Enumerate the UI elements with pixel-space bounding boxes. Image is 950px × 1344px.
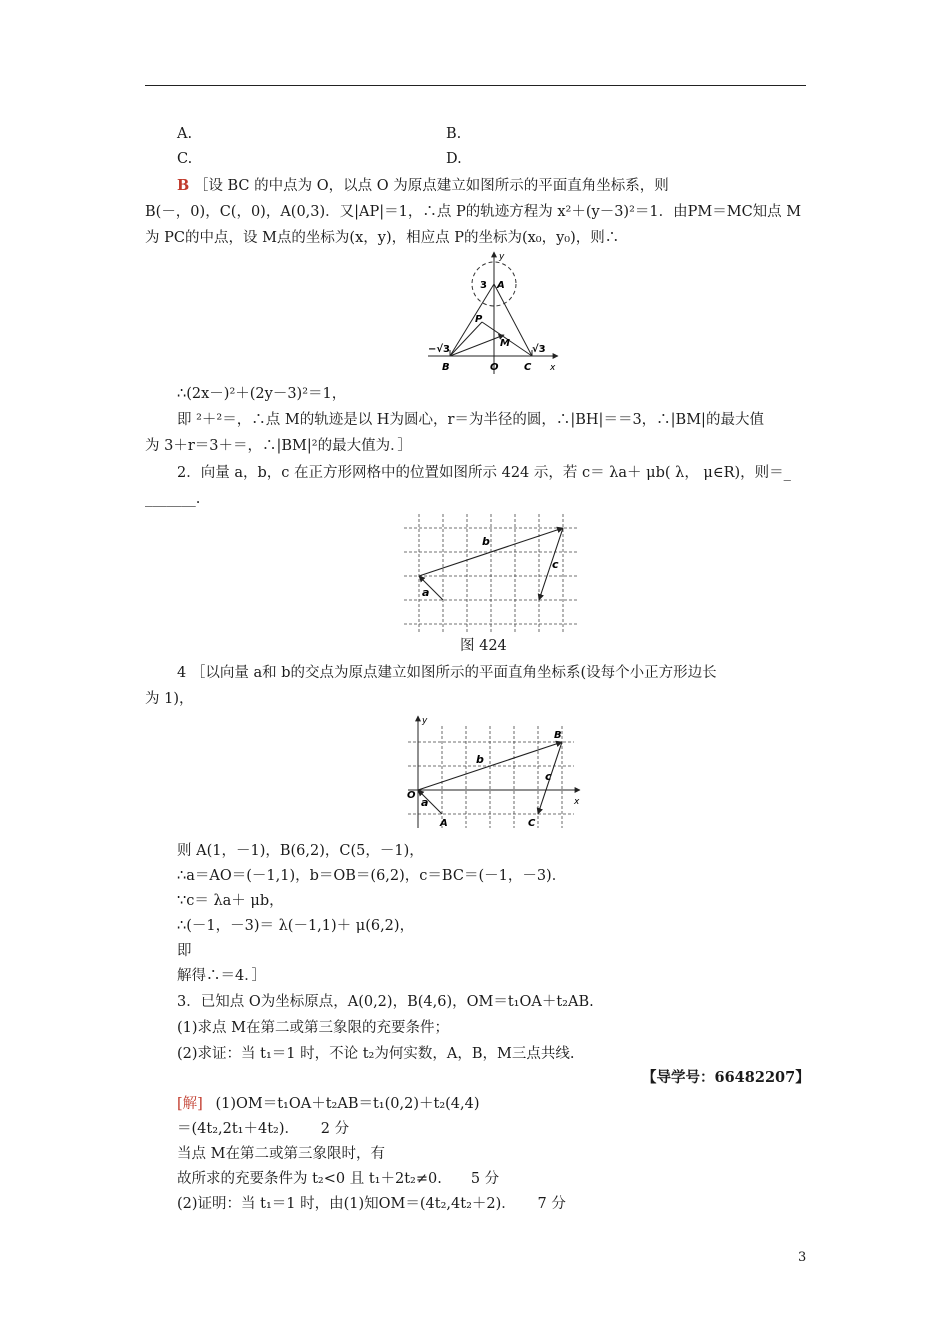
figure-caption: 图 424 [460, 638, 507, 654]
label-y: y [499, 252, 505, 262]
guide-number: 【导学号：66482207】 [642, 1069, 810, 1086]
label-P: P [475, 314, 483, 325]
answer-letter: B [177, 177, 190, 194]
q3-line-2: (1)求点 M在第二或第三象限的充要条件； [177, 1020, 449, 1036]
label-A: A [440, 818, 448, 829]
q3-answer-line-5: (2)证明：当 t₁＝1 时，由(1)知OM＝(4t₂,4t₂＋2)． 7 分 [177, 1196, 566, 1212]
label-B: B [442, 362, 450, 373]
label-c: c [552, 558, 559, 571]
label-O: O [490, 362, 499, 373]
q1-answer-line-2: B(－，0)，C(，0)，A(0,3)．又|AP|＝1，∴点 P的轨迹方程为 x²＋(y－3)²＝1．由PM＝MC知点 M [145, 204, 802, 220]
q1-answer-line-6: 为 3＋r＝3＋＝，∴|BM|²的最大值为．］ [145, 438, 412, 454]
page-number: 3 [798, 1250, 807, 1265]
label-a: a [422, 586, 430, 599]
label-y: y [422, 716, 428, 726]
option-b: B. [446, 126, 462, 142]
segment-bm [450, 335, 504, 356]
vector-c [539, 528, 563, 600]
option-a: A. [177, 126, 193, 142]
figure-triangle-circle [420, 248, 570, 378]
q1-answer-line-5: 即 ²＋²＝，∴点 M的轨迹是以 H为圆心，r＝为半径的圆，∴|BH|＝＝3，∴|BM|的最大值 [177, 412, 764, 428]
figure-coordinate-grid [404, 712, 584, 830]
label-a: a [421, 796, 429, 809]
label-M: M [500, 338, 510, 349]
label-C: C [524, 362, 532, 373]
q3-line-3: (2)求证：当 t₁＝1 时，不论 t₂为何实数，A，B，M三点共线. [177, 1046, 575, 1062]
q2-line-2: _______. [145, 491, 201, 507]
q3-answer-line-2: ＝(4t₂,2t₁＋4t₂)． 2 分 [177, 1121, 350, 1137]
q2-answer-line-5: ∵c＝ λa＋ μb， [177, 893, 284, 909]
q1-answer-line-3: 为 PC的中点，设 M点的坐标为(x，y)，相应点 P的坐标为(x₀，y₀)，则∴ [145, 230, 620, 246]
label-b: b [482, 535, 490, 548]
q1-answer-line-1: B ［设 BC 的中点为 O，以点 O 为原点建立如图所示的平面直角坐标系，则 [177, 177, 669, 194]
label-sqrt3: √3 [532, 344, 546, 355]
label-x: x [550, 363, 556, 373]
q3-answer-line-3: 当点 M在第二或第三象限时，有 [177, 1146, 385, 1162]
label-O: O [407, 790, 416, 801]
label-neg-sqrt3: −√3 [428, 344, 451, 355]
q2-answer-line-6: ∴(－1，－3)＝ λ(－1,1)＋ μ(6,2)， [177, 918, 415, 934]
label-A: A [497, 280, 505, 291]
q2-line-1: 2．向量 a，b，c 在正方形网格中的位置如图所示 424 示，若 c＝ λa＋ μb( λ， μ∈R)，则＝_ [177, 465, 791, 481]
q3-line-1: 3．已知点 O为坐标原点，A(0,2)，B(4,6)，OM＝t₁OA＋t₂AB. [177, 994, 594, 1010]
q2-answer-line-2: 为 1)， [145, 691, 194, 707]
q3-answer-line-1: [解] (1)OM＝t₁OA＋t₂AB＝t₁(0,2)＋t₂(4,4) [177, 1096, 480, 1112]
label-c: c [545, 770, 552, 783]
label-x: x [574, 797, 580, 807]
q2-answer-line-3: 则 A(1，－1)，B(6,2)，C(5，－1)， [177, 843, 424, 859]
q2-answer-line-4: ∴a＝AO＝(－1,1)，b＝OB＝(6,2)，c＝BC＝(－1，－3)． [177, 868, 567, 884]
option-c: C. [177, 151, 193, 167]
figure-grid-vectors [404, 514, 578, 632]
q2-answer-line-1: 4 ［以向量 a和 b的交点为原点建立如图所示的平面直角坐标系(设每个小正方形边长 [177, 665, 717, 681]
header-rule [145, 85, 806, 86]
label-3: 3 [480, 280, 487, 291]
label-C: C [528, 818, 536, 829]
option-d: D. [446, 151, 462, 167]
q1-answer-line-4: ∴(2x－)²＋(2y－3)²＝1， [177, 386, 347, 402]
label-B: B [554, 730, 562, 741]
q2-answer-line-7: 即 [177, 943, 192, 959]
segment-bp [450, 322, 482, 356]
side-ab [450, 284, 494, 356]
q2-answer-line-8: 解得∴＝4．］ [177, 968, 266, 984]
solution-tag: [解] [177, 1096, 203, 1112]
q3-answer-line-4: 故所求的充要条件为 t₂<0 且 t₁＋2t₂≠0. 5 分 [177, 1171, 500, 1187]
label-b: b [476, 753, 484, 766]
